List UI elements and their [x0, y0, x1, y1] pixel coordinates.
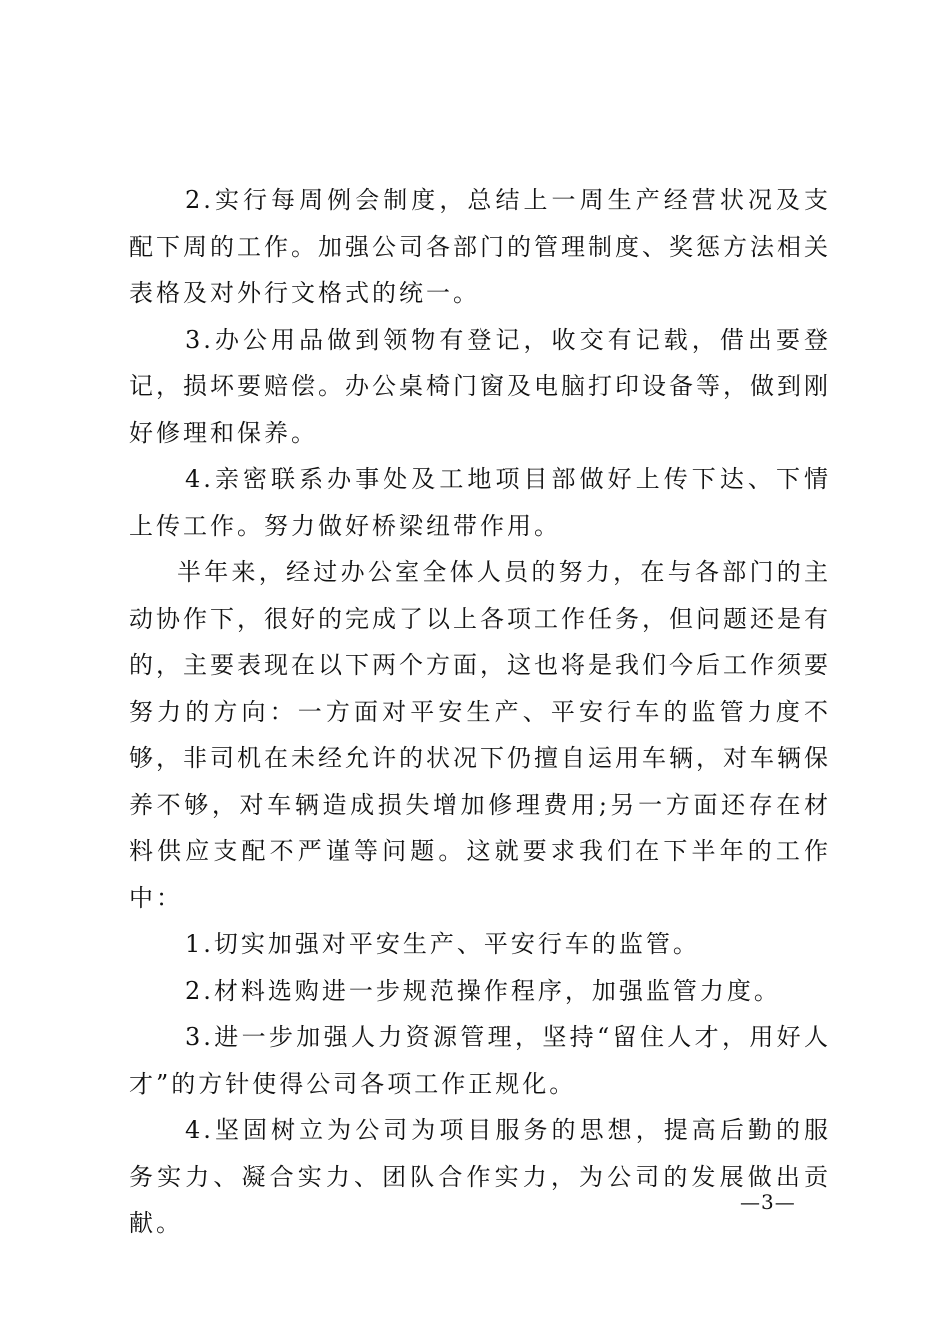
paragraph-human-resources: 3.进一步加强人力资源管理，坚持“留住人才，用好人才”的方针使得公司各项工作正规化。 — [129, 1023, 831, 1098]
paragraph-office-supplies: 3.办公用品做到领物有登记，收交有记载，借出要登记，损坏要赔偿。办公桌椅门窗及电脑打印设备等，做到刚好修理和保养。 — [129, 325, 831, 447]
paragraph-liaison: 4.亲密联系办事处及工地项目部做好上传下达、下情上传工作。努力做好桥梁纽带作用。 — [129, 465, 831, 540]
page-number: —3— — [740, 1190, 796, 1214]
document-body — [129, 177, 831, 1247]
paragraph-material-procurement: 2.材料选购进一步规范操作程序，加强监管力度。 — [185, 976, 781, 1005]
paragraph-weekly-meeting: 2.实行每周例会制度，总结上一周生产经营状况及支配下周的工作。加强公司各部门的管理制度、奖惩方法相关表格及对外行文格式的统一。 — [129, 186, 831, 307]
paragraph-safety-supervision: 1.切实加强对平安生产、平安行车的监管。 — [185, 930, 700, 958]
paragraph-service-mindset: 4.坚固树立为公司为项目服务的思想，提高后勤的服务实力、凝合实力、团队合作实力，为公司的发展做出贡献。 — [129, 1116, 831, 1237]
paragraph-half-year-summary: 半年来，经过办公室全体人员的努力，在与各部门的主动协作下，很好的完成了以上各项工作任务，但问题还是有的，主要表现在以下两个方面，这也将是我们今后工作须要努力的方向：一方面对平安生产、平安行车的监管力度不够，非司机在未经允许的状况下仍擅自运用车辆，对车辆保养不够，对车辆造成损失增加修理费用;另一方面还存在材料供应支配不严谨等问题。这就要求我们在下半年的工作中： — [129, 558, 831, 912]
